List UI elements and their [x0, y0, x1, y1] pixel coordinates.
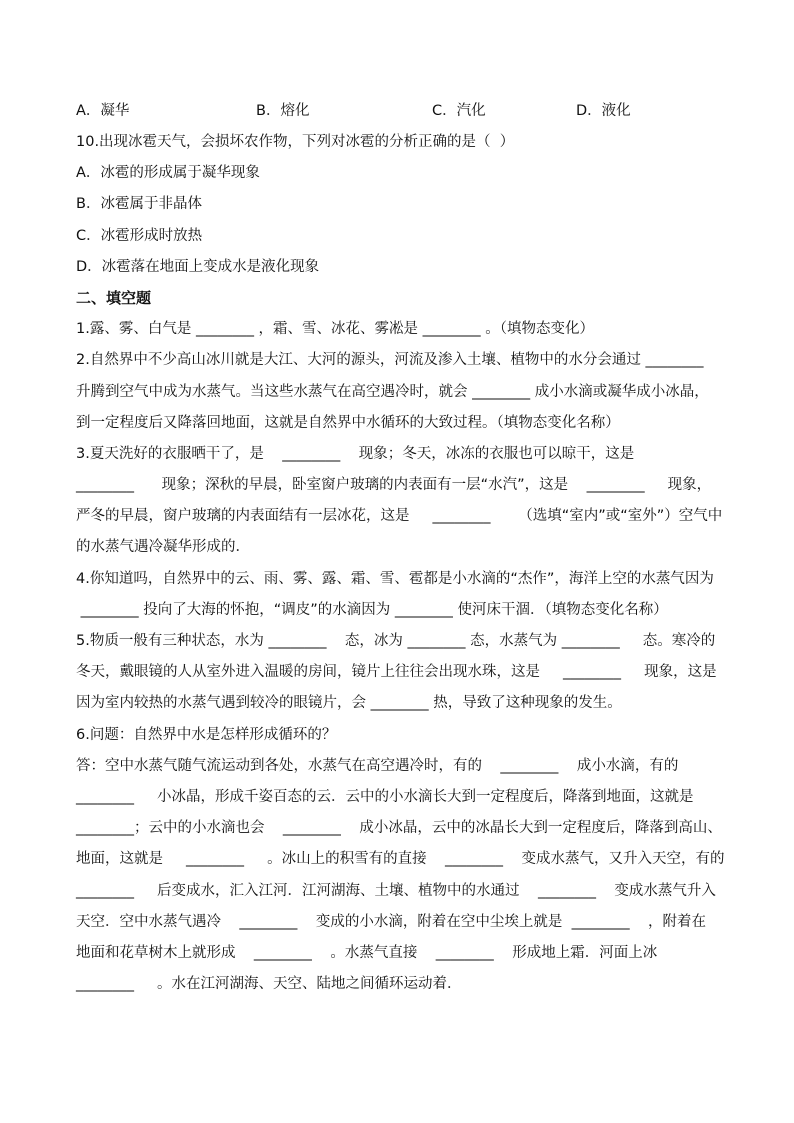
fill-q3-line3: 严冬的早晨，窗户玻璃的内表面结有一层冰花，这是 ________ （选填“室内”或“室外”）空气中: [76, 508, 723, 524]
fill-q6-answer-line7: 地面和花草树木上就形成 ________ 。水蒸气直接 ________ 形成地上霜．河面上冰: [76, 945, 658, 961]
fill-q6-answer-line5: ________ 后变成水，汇入江河．江河湖海、土壤、植物中的水通过 ________ 变成水蒸气升入: [76, 883, 716, 899]
option-a: A．凝华: [76, 103, 130, 119]
q10-option-a: A．冰雹的形成属于凝华现象: [76, 165, 260, 181]
fill-q5-line1: 5.物质一般有三种状态，水为 ________ 态，冰为 ________ 态，水蒸气为 ________ 态。寒冷的: [76, 633, 716, 649]
fill-q3-line1: 3.夏天洗好的衣服晒干了，是 ________ 现象；冬天，冰冻的衣服也可以晾干，这是: [76, 446, 635, 462]
fill-q5-line3: 因为室内较热的水蒸气遇到较冷的眼镜片，会 ________ 热，导致了这种现象的发生。: [76, 695, 622, 711]
fill-q4-line2: ________ 投向了大海的怀抱，“调皮”的水滴因为 ________ 使河床干涸．（填物态变化名称）: [76, 602, 668, 618]
fill-q6-answer-line6: 天空．空中水蒸气遇冷 ________ 变成的小水滴，附着在空中尘埃上就是 ________ ，附着在: [76, 914, 707, 930]
option-c: C．汽化: [432, 103, 486, 119]
fill-q2-line1: 2.自然界中不少高山冰川就是大江、大河的源头，河流及渗入土壤、植物中的水分会通过 ________: [76, 352, 704, 368]
fill-q6-question: 6.问题：自然界中水是怎样形成循环的？: [76, 727, 337, 743]
q10-option-b: B．冰雹属于非晶体: [76, 196, 202, 212]
q10-stem: 10.出现冰雹天气，会损坏农作物，下列对冰雹的分析正确的是（ ）: [76, 134, 515, 150]
fill-q4-line1: 4.你知道吗，自然界中的云、雨、雾、露、霜、雪、雹都是小水滴的“杰作”，海洋上空的水蒸气因为: [76, 571, 714, 587]
option-d: D．液化: [576, 103, 631, 119]
fill-q3-line4: 的水蒸气遇冷凝华形成的．: [76, 539, 250, 555]
fill-q1: 1.露、雾、白气是 ________ ，霜、雪、冰花、雾凇是 ________ 。（填物态变化）: [76, 321, 595, 337]
q10-option-c: C．冰雹形成时放热: [76, 228, 203, 244]
option-b: B．熔化: [256, 103, 310, 119]
fill-q2-line2: 升腾到空气中成为水蒸气。当这些水蒸气在高空遇冷时，就会 ________ 成小水滴或凝华成小冰晶，: [76, 384, 709, 400]
fill-q6-answer-line8: ________ 。水在江河湖海、天空、陆地之间循环运动着．: [76, 976, 462, 992]
fill-q6-answer-line2: ________ 小冰晶，形成千姿百态的云．云中的小水滴长大到一定程度后，降落到地面，这就是: [76, 789, 694, 805]
fill-q2-line3: 到一定程度后又降落回地面，这就是自然界中水循环的大致过程。（填物态变化名称）: [76, 415, 620, 431]
fill-q5-line2: 冬天，戴眼镜的人从室外进入温暖的房间，镜片上往往会出现水珠，这是 ________ 现象，这是: [76, 664, 717, 680]
q10-option-d: D．冰雹落在地面上变成水是液化现象: [76, 259, 320, 275]
fill-q6-answer-line3: ________；云中的小水滴也会 ________ 成小冰晶，云中的冰晶长大到一定程度后，降落到高山、: [76, 820, 722, 836]
section-heading: 二、填空题: [76, 289, 152, 307]
fill-q6-answer-line4: 地面，这就是 ________ 。冰山上的积雪有的直接 ________ 变成水蒸气，又升入天空，有的: [76, 851, 725, 867]
fill-q3-line2: ________ 现象；深秋的早晨，卧室窗户玻璃的内表面有一层“水汽”，这是 ________ 现象，: [76, 477, 712, 493]
fill-q6-answer-line1: 答：空中水蒸气随气流运动到各处，水蒸气在高空遇冷时，有的 ________ 成小水滴，有的: [76, 758, 679, 774]
